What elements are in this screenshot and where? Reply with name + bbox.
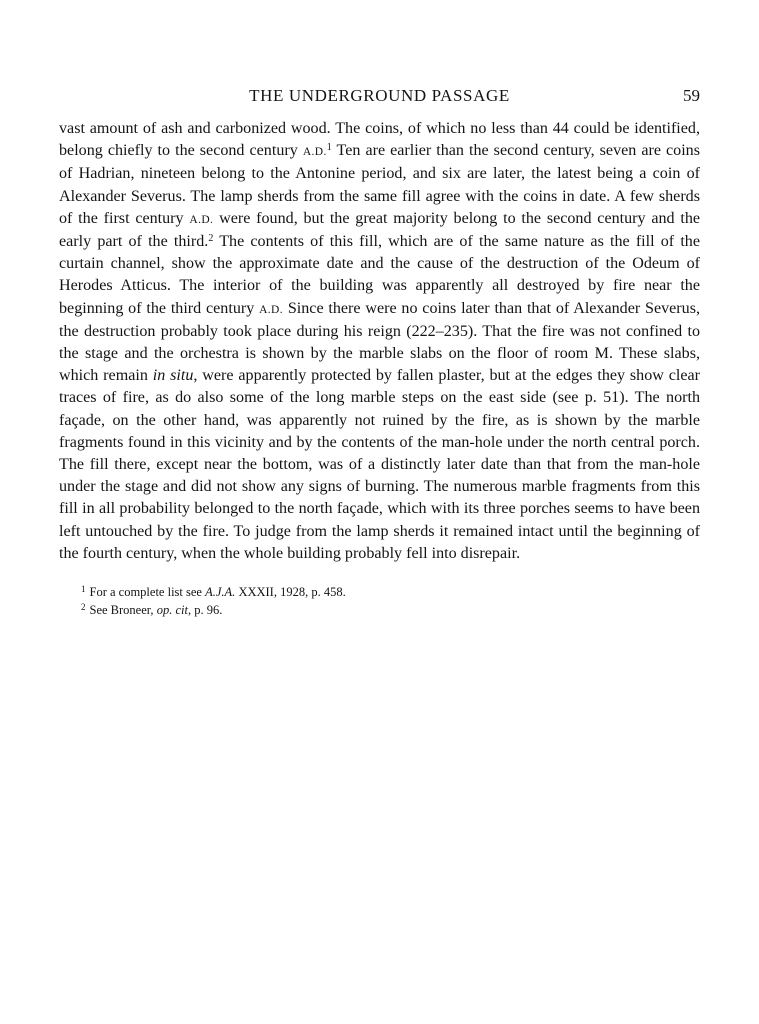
footnote-2 (81, 601, 700, 619)
footnote-mark: 1 (81, 584, 86, 595)
footnote-italic: A.J.A. (205, 585, 236, 600)
text-run: Since there were no coins later than that of Alexander Severus, the destruction probably took place during his reign (222–235). That the fire was not confined to the stage and the orchestra is shown by the marble slabs on the floor of room M. These slabs, which remain (59, 299, 700, 385)
text-run: Ten are earlier than the second century, seven are coins of Hadrian, nineteen belong to the Antonine period, and six are later, the latest being a coin of Alexander Severus. The lamp sherds from the same fill agree with the coins in date. A few sherds of the first century (59, 142, 700, 227)
running-head (59, 84, 700, 108)
footnote-1 (81, 583, 700, 601)
body-text (59, 118, 700, 565)
body-paragraph (59, 118, 700, 565)
text-run: , were apparently protected by fallen plaster, but at the edges they show clear traces of fire, as do also some of the long marble steps on the east side (see p. 51). The north façade, on the other hand, was apparently not ruined by the fire, as is shown by the marble fragments found in this vicinity and by the contents of the man-hole under the north central porch. The fill there, except near the bottom, was of a distinctly later date than that from the man-hole under the stage and did not show any signs of burning. The numerous marble fragments from this fill in all probability belonged to the north façade, which with its three porches seems to have been left untouched by the fire. To judge from the lamp sherds it remained intact until the beginning of the fourth century, when the whole building probably fell into disrepair. (59, 367, 701, 562)
footnote-text: XXXII, 1928, p. 458. (235, 585, 346, 600)
footnotes (59, 583, 700, 619)
footnote-text: See Broneer, (89, 603, 157, 618)
running-title: THE UNDERGROUND PASSAGE (249, 86, 510, 105)
text-run: vast amount of ash and carbonized wood. The coins, of which no less than 44 could be identified, belong chiefly to the second century (59, 120, 700, 160)
footnote-text: For a complete list see (89, 585, 206, 600)
footnote-ref-2: 2 (208, 233, 214, 245)
text-run: were found, but the great majority belong to the second century and the early part of the third. (59, 209, 701, 251)
era-abbreviation: A.D. (302, 146, 327, 159)
italic-term: in situ (152, 367, 194, 385)
footnote-ref-1: 1 (326, 142, 332, 154)
era-abbreviation: A.D. (259, 303, 284, 316)
footnote-mark: 2 (81, 602, 86, 613)
text-run: The contents of this fill, which are of the same nature as the fill of the curtain channel, show the approximate date and the cause of the destruction of the Odeum of Herodes Atticus. The interior of the building was apparently all destroyed by fire near the beginning of the third century (59, 233, 700, 317)
page (59, 84, 700, 619)
era-abbreviation: A.D. (189, 213, 214, 226)
footnote-italic: op. cit (156, 603, 188, 618)
footnote-text: , p. 96. (187, 603, 223, 618)
page-number: 59 (683, 86, 700, 105)
